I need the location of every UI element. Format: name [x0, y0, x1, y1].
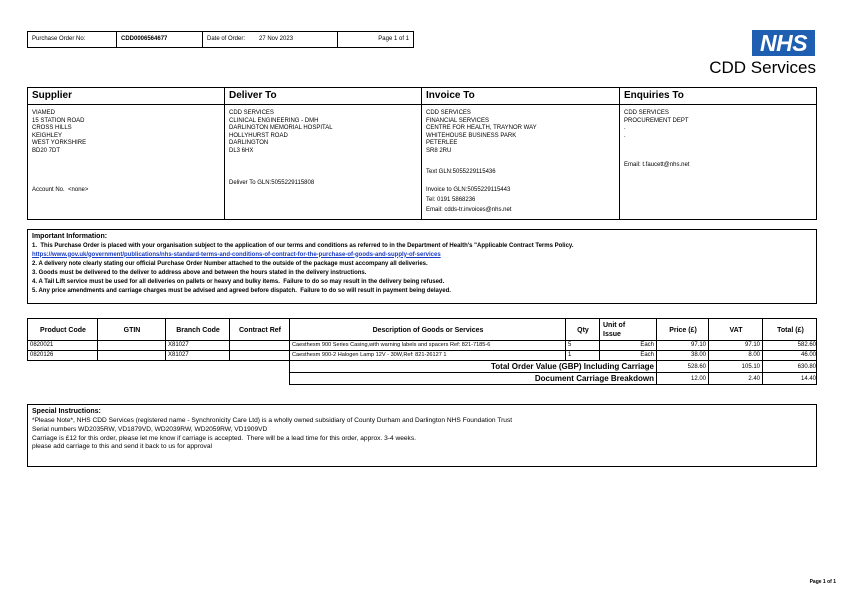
cell-product-code: [28, 351, 98, 360]
cell-text: 46.00: [800, 352, 816, 358]
cell-gtin: [98, 351, 166, 360]
cell-qty: [566, 341, 600, 350]
important-line-4: 4. A Tail Lift service must be used for all deliveries on pallets or heavy and bulky items. Failure to do so may result in the delivery being refused.: [32, 279, 445, 285]
cell-text: 97.10: [690, 342, 706, 348]
cell-text: Each: [640, 342, 654, 348]
summary-net-cell: [657, 373, 709, 384]
special-line: *Please Note*, NHS CDD Services (registered name - Synchronicity Care Ltd) is a wholly owned subsidiary of County Durham and Darlington NHS Foundation Trust: [32, 417, 513, 424]
deliver-to-gln: Deliver To GLN:5055229115808: [229, 180, 315, 186]
cell-text: 97.10: [744, 342, 760, 348]
cell-total: [763, 341, 818, 350]
po-label-cell: [28, 32, 117, 47]
col-gtin: [98, 319, 166, 340]
invoice-email: Email: cdds-tr.invoices@nhs.net: [426, 207, 512, 213]
cell-unit: [600, 341, 657, 350]
cell-description: [290, 351, 566, 360]
cell-contract-ref: [230, 351, 290, 360]
po-number: CDD0006564677: [121, 36, 168, 42]
invoice-tel: Tel: 0191 5868236: [426, 197, 476, 203]
nhs-logo-text: NHS: [759, 29, 808, 56]
deliver-to-heading: Deliver To: [229, 90, 277, 101]
invoice-to-address: [426, 110, 537, 156]
summary-row-carriage: [289, 372, 817, 385]
cell-branch-code: [166, 341, 230, 350]
col-unit-of-issue: [600, 319, 657, 340]
supplier-line: WEST YORKSHIRE: [32, 140, 87, 147]
col-label: Branch Code: [176, 327, 220, 334]
cell-total: [763, 351, 818, 360]
invoice-text-gln: Text GLN:5055229115436: [426, 169, 496, 175]
supplier-heading: Supplier: [32, 90, 73, 101]
deliver-line: CDD SERVICES: [229, 110, 274, 116]
important-heading: Important Information:: [32, 233, 108, 240]
invoice-gln: Invoice to GLN:5055229115443: [426, 187, 511, 193]
summary-carriage-label: Document Carriage Breakdown: [534, 374, 654, 383]
cell-text: 0820126: [30, 352, 54, 358]
enquiries-line: CDD SERVICES: [624, 110, 669, 116]
cell-text: 8.00: [748, 352, 760, 358]
col-contract-ref: [230, 319, 290, 340]
col-product-code: [28, 319, 98, 340]
invoice-line: WHITEHOUSE BUSINESS PARK: [426, 132, 517, 139]
cell-text: X81027: [168, 342, 189, 348]
invoice-to-column: [422, 88, 620, 219]
supplier-line: KEIGHLEY: [32, 132, 63, 139]
summary-vat-cell: [709, 373, 763, 384]
supplier-address: [32, 110, 86, 156]
special-instructions-box: [27, 404, 817, 467]
important-information-box: [27, 229, 817, 304]
col-label: GTIN: [123, 327, 141, 334]
summary-vat: 2.40: [748, 376, 760, 382]
supplier-account: Account No. <none>: [32, 187, 89, 193]
cell-vat: [709, 341, 763, 350]
order-table: [27, 318, 817, 398]
po-number-cell: [117, 32, 203, 47]
col-branch-code: [166, 319, 230, 340]
summary-total: 14.40: [800, 376, 816, 382]
cell-text: Each: [640, 352, 654, 358]
col-total: [763, 319, 818, 340]
enquiries-line: PROCUREMENT DEPT: [624, 117, 689, 124]
cell-price: [657, 341, 709, 350]
deliver-line: HOLLYHURST ROAD: [229, 132, 288, 139]
enquiries-to-column: [620, 88, 818, 219]
address-block: [27, 87, 817, 220]
deliver-line: DARLINGTON: [229, 140, 269, 147]
summary-net-cell: [657, 361, 709, 372]
cell-qty: [566, 351, 600, 360]
deliver-line: DARLINGTON MEMORIAL HOSPITAL: [229, 125, 333, 132]
invoice-line: PETERLEE: [426, 140, 458, 147]
cell-text: Caesthesm 900-2 Halogen Lamp 12V - 30W,Ref: 821-26127 1: [292, 352, 447, 358]
cell-text: 1: [568, 352, 572, 358]
col-label: Description of Goods or Services: [372, 327, 484, 334]
deliver-to-column: [225, 88, 422, 219]
summary-total: 630.80: [797, 364, 816, 370]
important-line-2: 2. A delivery note clearly stating our official Purchase Order Number attached to the outside of the package must accompany all deliveries.: [32, 261, 428, 267]
summary-vat-cell: [709, 361, 763, 372]
summary-total-cell: [763, 361, 818, 372]
special-line: please add carriage to this and send it back to us for approval: [32, 443, 212, 451]
summary-net: 12.00: [690, 376, 706, 382]
enquiries-to-address: [624, 110, 689, 140]
order-table-header: [27, 318, 817, 341]
col-label: Unit of Issue: [603, 322, 626, 338]
special-line: Carriage is £12 for this order, please let me know if carriage is accepted. There will be a lead time for this order, approx. 3-4 weeks.: [32, 434, 416, 442]
col-label: Contract Ref: [238, 327, 281, 334]
enquiries-line: .: [624, 125, 626, 132]
summary-net: 528.60: [687, 364, 706, 370]
supplier-line: CROSS HILLS: [32, 125, 72, 132]
col-label: Price (£): [669, 327, 697, 334]
cell-text: 5: [568, 342, 572, 348]
enquiries-email: Email: t.faucett@nhs.net: [624, 162, 690, 168]
footer-page-number: Page 1 of 1: [809, 579, 836, 585]
invoice-line: CENTRE FOR HEALTH, TRAYNOR WAY: [426, 125, 537, 132]
deliver-line: DL3 6HX: [229, 147, 254, 154]
invoice-line: SR8 2RU: [426, 147, 452, 154]
col-description: [290, 319, 566, 340]
summary-total-label: Total Order Value (GBP) Including Carriage: [491, 362, 654, 371]
date-cell: [203, 32, 338, 47]
po-label: Purchase Order No:: [32, 36, 86, 42]
deliver-to-address: [229, 110, 333, 156]
enquiries-line: .: [624, 132, 626, 139]
important-line-1: 1. This Purchase Order is placed with your organisation subject to the application of our terms and conditions as referred to in the Department of Health's "Applicable Contract Terms Policy.: [32, 243, 574, 249]
col-price: [657, 319, 709, 340]
terms-link[interactable]: https://www.gov.uk/government/publications/nhs-standard-terms-and-conditions-of-contract-for-the-purchase-of-goods-and-supply-of-services: [32, 251, 441, 258]
col-qty: [566, 319, 600, 340]
header-strip: [27, 31, 414, 48]
summary-label-cell: [290, 361, 657, 372]
cell-branch-code: [166, 351, 230, 360]
supplier-line: 15 STATION ROAD: [32, 117, 85, 124]
cell-vat: [709, 351, 763, 360]
col-label: VAT: [729, 327, 743, 334]
special-lines: [32, 417, 512, 452]
cell-price: [657, 351, 709, 360]
summary-label-cell: [290, 373, 657, 384]
page-indicator: Page 1 of 1: [378, 36, 409, 42]
cell-text: Caesthesm 900 Series Casing,with warning labels and spacers Ref: 821-7185-6: [292, 342, 491, 348]
col-vat: [709, 319, 763, 340]
date-label: Date of Order:: [207, 36, 246, 42]
cell-text: 0820021: [30, 342, 54, 348]
enquiries-to-heading: Enquiries To: [624, 90, 684, 101]
invoice-line: FINANCIAL SERVICES: [426, 117, 490, 124]
org-name: CDD Services: [709, 58, 816, 77]
deliver-line: CLINICAL ENGINEERING - DMH: [229, 117, 319, 124]
page-cell: [338, 32, 413, 47]
nhs-logo: [752, 30, 815, 56]
invoice-to-heading: Invoice To: [426, 90, 475, 101]
col-label: Qty: [577, 327, 589, 334]
summary-total-cell: [763, 373, 818, 384]
supplier-line: BD20 7DT: [32, 147, 61, 154]
important-line-3: 3. Goods must be delivered to the deliver to address above and between the hours stated in the delivery instructions.: [32, 270, 367, 276]
cell-text: 582.60: [797, 342, 816, 348]
date-value: 27 Nov 2023: [259, 36, 294, 42]
cell-description: [290, 341, 566, 350]
col-label: Product Code: [40, 327, 86, 334]
cell-contract-ref: [230, 341, 290, 350]
cell-unit: [600, 351, 657, 360]
cell-gtin: [98, 341, 166, 350]
cell-text: X81027: [168, 352, 189, 358]
invoice-line: CDD SERVICES: [426, 110, 471, 116]
special-line: Serial numbers WD2035RW, VD1879VD, WD2039RW, WD2059RW, VD1909VD: [32, 425, 268, 433]
supplier-column: [28, 88, 225, 219]
summary-vat: 105.10: [741, 364, 760, 370]
important-line-5: 5. Any price amendments and carriage charges must be advised and agreed before dispatch. Failure to do so will result in payment being delayed.: [32, 288, 451, 294]
cell-product-code: [28, 341, 98, 350]
cell-text: 38.00: [690, 352, 706, 358]
supplier-line: VIAMED: [32, 110, 56, 116]
col-label: Total (£): [777, 327, 804, 334]
special-heading: Special Instructions:: [32, 408, 101, 415]
